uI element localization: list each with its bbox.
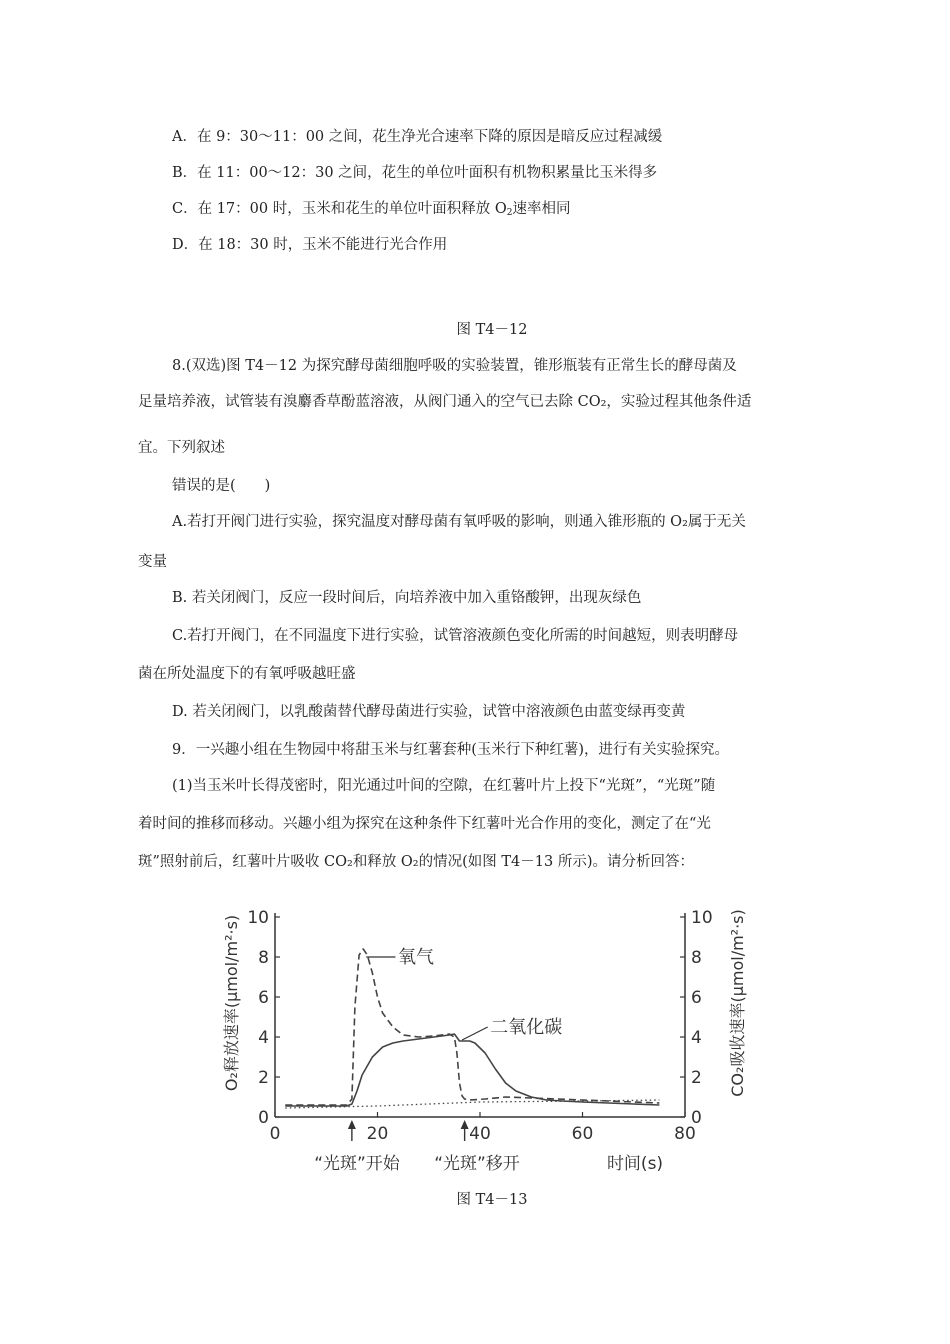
- chart-xlabel: 时间(s): [606, 1154, 664, 1174]
- x-tick-label: 60: [571, 1124, 594, 1144]
- y-tick-label-left: 10: [247, 908, 269, 928]
- y-tick-label-right: 6: [691, 988, 702, 1008]
- x-tick-label: 80: [674, 1124, 696, 1144]
- figure-13-caption: 图 T4－13: [456, 1192, 528, 1208]
- y-tick-label-left: 8: [258, 948, 269, 968]
- chart-ticks: [247, 908, 712, 1144]
- q9-stem-line-2: (1)当玉米叶长得茂密时，阳光通过叶间的空隙，在红薯叶片上投下“光斑”，“光斑”随: [172, 778, 716, 794]
- q8-option-c-line-2: 菌在所处温度下的有氧呼吸越旺盛: [138, 666, 356, 682]
- y-tick-label-right: 2: [691, 1068, 702, 1088]
- y-tick-label-right: 8: [691, 948, 702, 968]
- q8-stem-line-1: 8.(双选)图 T4－12 为探究酵母菌细胞呼吸的实验装置，锥形瓶装有正常生长的酵母菌及: [172, 358, 737, 374]
- x-tick-label: 0: [269, 1124, 281, 1144]
- x-tick-label: 40: [469, 1124, 491, 1144]
- q8-option-a-line-1: A.若打开阀门进行实验，探究温度对酵母菌有氧呼吸的影响，则通入锥形瓶的 O₂属于无关: [172, 514, 746, 530]
- y-tick-label-right: 4: [691, 1028, 702, 1048]
- q9-stem-line-1: 9．一兴趣小组在生物园中将甜玉米与红薯套种(玉米行下种红薯)，进行有关实验探究。: [172, 742, 730, 758]
- figure-13-chart: [215, 885, 755, 1185]
- series-oxygen: [285, 949, 659, 1105]
- q8-option-b: B. 若关闭阀门，反应一段时间后，向培养液中加入重铬酸钾，出现灰绿色: [172, 590, 642, 606]
- y-tick-label-left: 6: [258, 988, 269, 1008]
- q9-stem-line-4: 斑”照射前后，红薯叶片吸收 CO₂和释放 O₂的情况(如图 T4－13 所示)。请分析回答：: [138, 854, 695, 870]
- series-label-oxygen: 氧气: [398, 947, 434, 968]
- q7-option-d: D．在 18：30 时，玉米不能进行光合作用: [172, 237, 448, 253]
- leader-co2: [462, 1027, 488, 1040]
- q8-option-d: D. 若关闭阀门，以乳酸菌替代酵母菌进行实验，试管中溶液颜色由蓝变绿再变黄: [172, 704, 686, 720]
- chart-ylabel-left: O₂释放速率(μmol/m²·s): [222, 914, 241, 1092]
- q7-option-c-pre: C．在 17：00 时，玉米和花生的单位叶面积释放 O: [172, 201, 507, 217]
- arrowhead-light-start: [348, 1120, 356, 1129]
- arrowhead-light-end: [461, 1120, 469, 1129]
- series-label-co2: 二氧化碳: [490, 1017, 563, 1038]
- chart-ylabel-right: CO₂吸收速率(μmol/m²·s): [728, 909, 747, 1097]
- q8-option-c-line-1: C.若打开阀门，在不同温度下进行实验，试管溶液颜色变化所需的时间越短，则表明酵母: [172, 628, 739, 644]
- y-tick-label-left: 2: [258, 1068, 269, 1088]
- q8-stem-line-3: 宜。下列叙述: [138, 440, 225, 456]
- q8-stem-line-4: 错误的是( ): [172, 478, 271, 494]
- q7-option-c: [172, 199, 570, 223]
- q7-option-c-sub: 2: [506, 208, 513, 218]
- annotation-light-end: “光斑”移开: [434, 1154, 520, 1174]
- x-tick-label: 20: [366, 1124, 389, 1144]
- series-co2: [285, 1034, 659, 1106]
- q9-stem-line-3: 着时间的推移而移动。兴趣小组为探究在这种条件下红薯叶光合作用的变化，测定了在“光: [138, 816, 711, 832]
- figure-12-caption: 图 T4－12: [456, 322, 528, 338]
- q8-option-a-line-2: 变量: [138, 554, 167, 570]
- y-tick-label-right: 10: [691, 908, 713, 928]
- y-tick-label-left: 4: [258, 1028, 269, 1048]
- q7-option-c-post: 速率相同: [512, 201, 571, 217]
- q8-stem-line-2: 足量培养液，试管装有溴麝香草酚蓝溶液，从阀门通入的空气已去除 CO₂，实验过程其他条件适: [138, 394, 752, 410]
- y-tick-label-right: 0: [691, 1108, 702, 1128]
- q7-option-b: B．在 11：00～12：30 之间，花生的单位叶面积有机物积累量比玉米得多: [172, 165, 658, 181]
- annotation-light-start: “光斑”开始: [314, 1154, 400, 1174]
- chart-axes: [275, 913, 685, 1117]
- q7-option-a: A．在 9：30～11：00 之间，花生净光合速率下降的原因是暗反应过程减缓: [172, 129, 663, 145]
- y-tick-label-left: 0: [258, 1108, 269, 1128]
- chart-series: [285, 949, 659, 1108]
